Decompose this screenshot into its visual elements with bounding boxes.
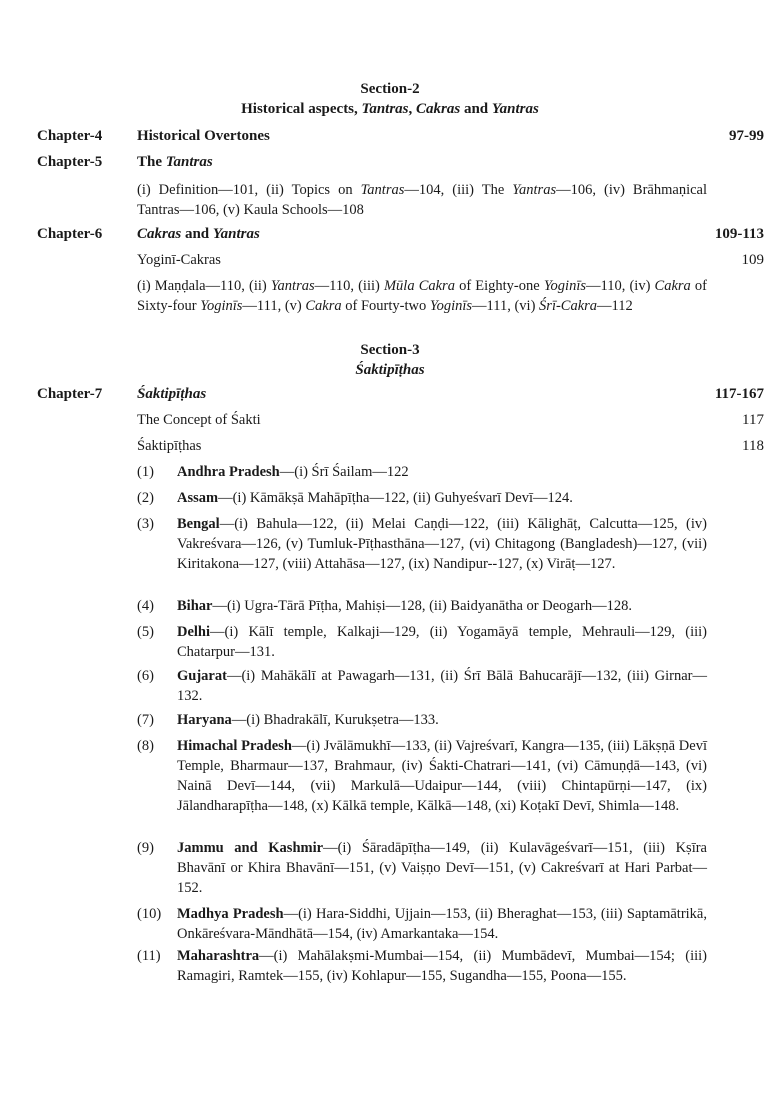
state-name[interactable]: Assam <box>177 490 219 506</box>
state-name[interactable]: Madhya Pradesh <box>177 906 284 922</box>
title-italic: Yantras <box>212 226 260 242</box>
entry-number: (1) <box>137 464 154 480</box>
state-name[interactable]: Delhi <box>177 624 211 640</box>
state-name[interactable]: Bengal <box>177 516 220 532</box>
state-entry-haryana <box>137 710 707 730</box>
chapter-5-label: Chapter-5 <box>37 154 103 170</box>
topic-text: —111, (vi) <box>472 298 540 314</box>
state-sites: —(i) Kālī temple, Kalkaji—129, (ii) Yogamāyā temple, Mehrauli—129, (iii) Chatarpur—131. <box>177 624 707 660</box>
topic-italic: Yantras <box>512 182 557 198</box>
topic-italic: Yantras <box>270 278 315 294</box>
title-text: The <box>137 154 166 170</box>
state-name[interactable]: Andhra Pradesh <box>177 464 280 480</box>
subtitle-text: and <box>460 101 492 117</box>
topic-text: —110, (iii) <box>314 278 384 294</box>
state-entry-jammu-kashmir <box>137 838 707 898</box>
topic-italic: Mūla Cakra <box>383 278 455 294</box>
state-name[interactable]: Maharashtra <box>177 948 260 964</box>
topic-italic: Tantras <box>360 182 405 198</box>
chapter-5-title[interactable] <box>137 152 213 172</box>
topic-text: of Eighty-one <box>454 278 544 294</box>
entry-number: (9) <box>137 840 154 856</box>
entry-number: (8) <box>137 738 154 754</box>
topic-italic: Yoginīs <box>429 298 473 314</box>
subentry-saktipithas-page: 118 <box>742 438 764 454</box>
subtitle-italic: Cakras <box>416 101 461 117</box>
title-italic: Tantras <box>165 154 213 170</box>
section-3-subtitle: Śaktipīṭhas <box>355 362 425 378</box>
section-2-label: Section-2 <box>360 81 420 97</box>
topic-text: —106, (iv) Brāhmaṇical Tantras—106, (v) Kaula Schools—108 <box>137 182 707 218</box>
state-entry-assam <box>137 488 707 508</box>
state-sites: —(i) Kāmākṣā Mahāpīṭha—122, (ii) Guhyeśvarī Devī—124. <box>218 490 573 506</box>
chapter-7-title[interactable]: Śaktipīṭhas <box>137 386 207 402</box>
subtitle-text: Historical aspects, <box>241 101 362 117</box>
chapter-6-label: Chapter-6 <box>37 226 103 242</box>
topic-italic: Yoginīs <box>200 298 243 314</box>
title-italic: Cakras <box>137 226 182 242</box>
state-entry-andhra-pradesh <box>137 462 707 482</box>
state-sites: —(i) Ugra-Tārā Pīṭha, Mahiṣi—128, (ii) Baidyanātha or Deogarh—128. <box>212 598 633 614</box>
entry-number: (5) <box>137 624 154 640</box>
topic-text: —112 <box>597 298 633 314</box>
section-2-heading <box>0 79 780 119</box>
topic-italic: Cakra <box>654 278 691 294</box>
title-text: and <box>181 226 213 242</box>
topic-italic: Śrī-Cakra <box>539 298 598 314</box>
state-entry-bihar <box>137 596 707 616</box>
state-entry-maharashtra <box>137 946 707 986</box>
topic-italic: Yoginīs <box>543 278 587 294</box>
entry-number: (7) <box>137 712 154 728</box>
entry-number: (3) <box>137 516 154 532</box>
entry-number: (10) <box>137 906 162 922</box>
section-2-subtitle <box>0 99 780 119</box>
state-entry-delhi <box>137 622 707 662</box>
entry-number: (6) <box>137 668 154 684</box>
chapter-4-title[interactable]: Historical Overtones <box>137 128 270 144</box>
subentry-yogini-cakras[interactable]: Yoginī-Cakras <box>137 252 221 268</box>
state-sites: —(i) Bahula—122, (ii) Melai Caṇḍi—122, (iii) Kālighāṭ, Calcutta—125, (iv) Vakreśvara—126, (v) Tumluk-Pīṭhasthāna—127, (vi) Chitagong (Bangladesh)—127, (vii) Kiritakona—127, (viii) Attahāsa—127, (ix) Nandipur--127, (x) Virāṭ—127. <box>177 516 707 572</box>
state-sites: —(i) Hara-Siddhi, Ujjain—153, (ii) Bheraghat—153, (iii) Saptamātrikā, Onkāreśvara-Māndhātā—154, (iv) Amarkantaka—154. <box>177 906 707 942</box>
chapter-4-label: Chapter-4 <box>37 128 103 144</box>
state-name[interactable]: Haryana <box>177 712 232 728</box>
chapter-6-pages: 109-113 <box>714 226 764 242</box>
state-sites: —(i) Śrī Śailam—122 <box>279 464 409 480</box>
section-3-label: Section-3 <box>360 342 420 358</box>
topic-text: —104, (iii) The <box>404 182 513 198</box>
topic-text: (i) Maṇḍala—110, (ii) <box>137 278 271 294</box>
subtitle-italic: Yantras <box>491 101 539 117</box>
state-sites: —(i) Śāradāpīṭha—149, (ii) Kulavāgeśvarī—151, (iii) Kṣīra Bhavānī or Khira Bhavānī—151, (v) Vaiṣṇo Devī—151, (v) Cakreśvarī at Hari Parbat—152. <box>177 840 707 896</box>
chapter-7-pages: 117-167 <box>714 386 764 402</box>
state-name[interactable]: Bihar <box>177 598 213 614</box>
state-entry-bengal <box>137 514 707 574</box>
topic-text: —110, (iv) <box>586 278 655 294</box>
state-name[interactable]: Gujarat <box>177 668 227 684</box>
entry-number: (2) <box>137 490 154 506</box>
subtitle-italic: Tantras <box>361 101 409 117</box>
subentry-concept-of-sakti[interactable]: The Concept of Śakti <box>137 412 261 428</box>
subtitle-text: , <box>408 101 417 117</box>
state-entry-gujarat <box>137 666 707 706</box>
state-sites: —(i) Bhadrakālī, Kurukṣetra—133. <box>231 712 439 728</box>
state-entry-himachal-pradesh <box>137 736 707 816</box>
topic-text: (i) Definition—101, (ii) Topics on <box>137 182 361 198</box>
topic-italic: Cakra <box>305 298 342 314</box>
state-entry-madhya-pradesh <box>137 904 707 944</box>
chapter-7-label: Chapter-7 <box>37 386 103 402</box>
topic-text: of Sixty-four <box>137 278 707 314</box>
subentry-concept-of-sakti-page: 117 <box>742 412 764 428</box>
entry-number: (4) <box>137 598 154 614</box>
state-sites: —(i) Jvālāmukhī—133, (ii) Vajreśvarī, Kangra—135, (iii) Lākṣṇā Devī Temple, Bharmaur—137, Brahmaur, (iv) Śakti-Chatrari—141, (vi) Cāmuṇḍā—143, (vi) Nainā Devī—144, (vii) Markulā—Udaipur—144, (viii) Chintapūrṇi—147, (ix) Jālandharapīṭha—148, (x) Kālkā temple, Kālkā—148, (xi) Koṭakī Devī, Shimla—148. <box>177 738 707 814</box>
section-3-heading <box>0 340 780 380</box>
chapter-4-pages: 97-99 <box>729 128 764 144</box>
state-name[interactable]: Jammu and Kashmir <box>177 840 324 856</box>
subentry-yogini-cakras-page: 109 <box>741 252 764 268</box>
state-name[interactable]: Himachal Pradesh <box>177 738 292 754</box>
topic-text: —111, (v) <box>242 298 306 314</box>
chapter-6-title[interactable] <box>137 224 260 244</box>
state-sites: —(i) Mahākālī at Pawagarh—131, (ii) Śrī Bālā Bahucarājī—132, (iii) Girnar—132. <box>177 668 707 704</box>
chapter-5-topics <box>137 180 707 220</box>
chapter-6-topics <box>137 276 707 316</box>
subentry-saktipithas[interactable]: Śaktipīṭhas <box>137 438 202 454</box>
entry-number: (11) <box>137 948 161 964</box>
topic-text: of Fourty-two <box>341 298 430 314</box>
state-sites: —(i) Mahālakṣmi-Mumbai—154, (ii) Mumbādevī, Mumbai—154; (iii) Ramagiri, Ramtek—155, (iv) Kohlapur—155, Sugandha—155, Poona—155. <box>177 948 707 984</box>
